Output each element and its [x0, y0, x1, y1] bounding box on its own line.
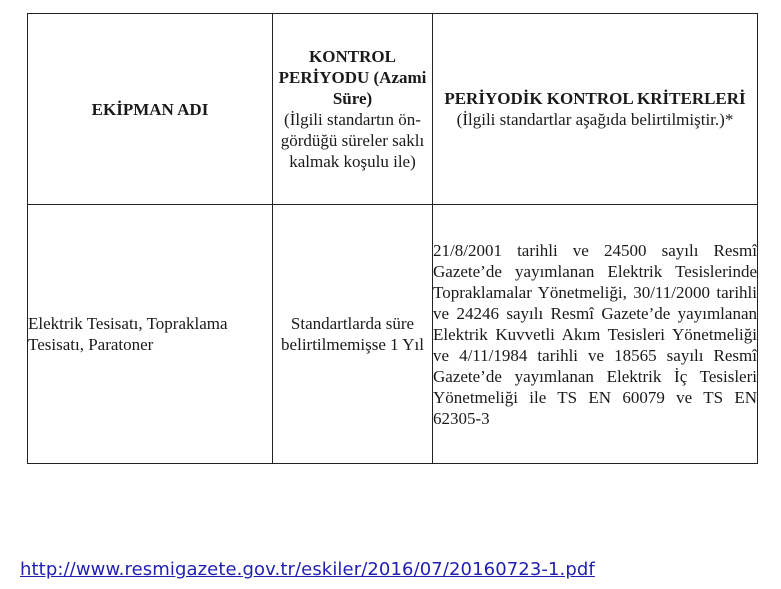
regulation-table [27, 13, 758, 464]
period-header-note: (İlgili standartın ön-gördüğü süreler saklı kalmak koşulu ile) [280, 110, 425, 171]
criteria-header [433, 14, 758, 205]
criteria-header-note: (İlgili standartlar aşağıda belirtilmiştir.)* [456, 110, 734, 129]
criteria-header-title: PERİYODİK KONTROL KRİTERLERİ [444, 89, 746, 108]
table-row [28, 205, 758, 464]
period-header-title: KONTROL PERİYODU (Azami Süre) [278, 47, 427, 108]
equipment-header-label: EKİPMAN ADI [91, 99, 209, 119]
source-link[interactable]: http://www.resmigazete.gov.tr/eskiler/2016/07/20160723-1.pdf [20, 559, 595, 580]
equipment-cell: Elektrik Tesisatı, Topraklama Tesisatı, Paratoner [28, 205, 273, 464]
period-header [273, 14, 433, 205]
equipment-header [28, 14, 273, 205]
criteria-cell: 21/8/2001 tarihli ve 24500 sayılı Resmî Gazete’de yayımlanan Elektrik Tesislerinde Topraklamalar Yönetmeliği, 30/11/2000 tarihli ve 24246 sayılı Resmî Gazete’de yayımlanan Elektrik Kuvvetli Akım Tesisleri Yönetmeliği ve 4/11/1984 tarihli ve 18565 sayılı Resmî Gazete’de yayımlanan Elektrik İç Tesisleri Yönetmeliği ile TS EN 60079 ve TS EN 62305-3 [433, 205, 758, 464]
period-cell: Standartlarda süre belirtilmemişse 1 Yıl [273, 205, 433, 464]
header-row [28, 14, 758, 205]
